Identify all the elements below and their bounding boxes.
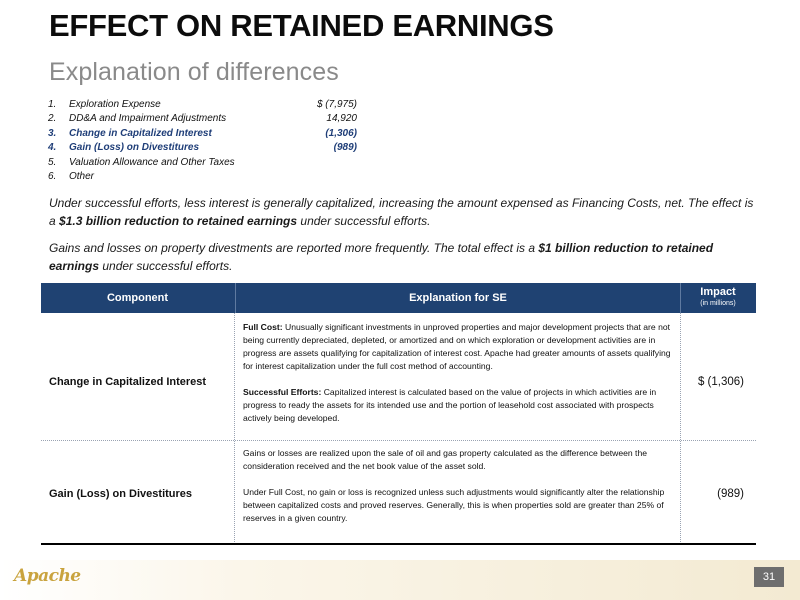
interest-paragraph-tail: under successful efforts. — [297, 214, 431, 228]
header-explanation: Explanation for SE — [235, 283, 681, 313]
difference-item-5 — [48, 156, 368, 170]
divestiture-explanation-1: Gains or losses are realized upon the sale of oil and gas property calculated as the difference between the consideration received and the net book value of the asset sold. — [243, 448, 647, 471]
interest-paragraph-emphasis: $1.3 billion reduction to retained earnings — [59, 214, 298, 228]
difference-value: $ (7,975) — [316, 99, 357, 110]
interest-paragraph — [49, 194, 757, 230]
table-bottom-rule — [41, 543, 756, 545]
row-1-explanation — [243, 321, 673, 438]
successful-efforts-label: Successful Efforts: — [243, 387, 322, 397]
interest-paragraph-text: Under successful efforts, less interest is generally capitalized, increasing the amount expensed as Financing Costs, net. The effect is a — [49, 196, 754, 228]
difference-value: 14,920 — [326, 113, 357, 125]
column-divider — [234, 313, 235, 542]
header-impact — [680, 283, 756, 313]
difference-number: 1. — [48, 99, 57, 110]
difference-label: Change in Capitalized Interest — [69, 127, 212, 139]
difference-label: Valuation Allowance and Other Taxes — [69, 156, 235, 168]
row-2-component: Gain (Loss) on Divestitures — [49, 488, 193, 500]
difference-value: (1,306) — [325, 127, 357, 139]
difference-item-4 — [48, 141, 368, 155]
header-impact-label: Impact — [700, 286, 736, 298]
difference-value: (989) — [333, 142, 357, 154]
difference-item-1 — [48, 98, 368, 112]
difference-number: 4. — [48, 142, 57, 154]
full-cost-text: Unusually significant investments in unproved properties and major development projects that are not being currently depreciated, depleted, or amortized and on which exploration or development activities are in progress are assets qualifying for capitalization of interest cost. Apache had greater amounts of assets qualifying for interest capitalization under the full cost method of accounting. — [243, 322, 671, 371]
difference-number: 2. — [48, 113, 57, 125]
table-header — [41, 283, 756, 313]
difference-label: Exploration Expense — [69, 99, 161, 110]
header-impact-unit: (in millions) — [700, 300, 736, 307]
divestiture-paragraph-tail: under successful efforts. — [99, 259, 233, 273]
row-2-explanation — [243, 447, 673, 538]
difference-item-6 — [48, 170, 368, 184]
difference-label: DD&A and Impairment Adjustments — [69, 113, 227, 125]
row-2-impact: (989) — [717, 488, 744, 500]
divestiture-paragraph — [49, 239, 757, 275]
successful-efforts-explanation — [243, 386, 673, 425]
row-1-component: Change in Capitalized Interest — [49, 376, 207, 388]
difference-label: Gain (Loss) on Divestitures — [69, 142, 200, 154]
table-body — [41, 313, 756, 546]
row-1-impact: $ (1,306) — [697, 376, 744, 388]
difference-item-2 — [48, 112, 368, 126]
difference-item-3 — [48, 127, 368, 141]
header-component: Component — [106, 292, 169, 304]
divestiture-paragraph-text: Gains and losses on property divestments are reported more frequently. The total effect is a — [49, 241, 539, 255]
full-cost-label: Full Cost: — [243, 322, 283, 332]
footer-band — [0, 560, 800, 600]
differences-list — [48, 98, 368, 184]
difference-label: Other — [69, 170, 95, 182]
successful-efforts-text: Capitalized interest is calculated based on the value of projects in which activities are in progress to ready the assets for its intended use and the portion of leasehold cost associated with prospects actively being developed. — [243, 387, 657, 423]
slide-subtitle: Explanation of differences — [49, 58, 339, 86]
divestiture-explanation-2: Under Full Cost, no gain or loss is recognized unless such adjustments would significantly alter the relationship between capitalized costs and proved reserves. Generally, this is when properties sold are greater than 25% of reserves in a given country. — [243, 487, 665, 523]
slide-title: EFFECT ON RETAINED EARNINGS — [49, 8, 554, 43]
difference-number: 5. — [48, 156, 57, 168]
difference-number: 6. — [48, 170, 57, 182]
full-cost-explanation — [243, 321, 673, 373]
difference-number: 3. — [48, 127, 57, 139]
page-number: 31 — [754, 567, 784, 587]
column-divider — [680, 313, 681, 542]
divestiture-paragraph-emphasis: $1 billion reduction to retained earnings — [49, 241, 714, 273]
row-divider — [41, 440, 756, 441]
apache-logo: Apache — [14, 566, 81, 586]
